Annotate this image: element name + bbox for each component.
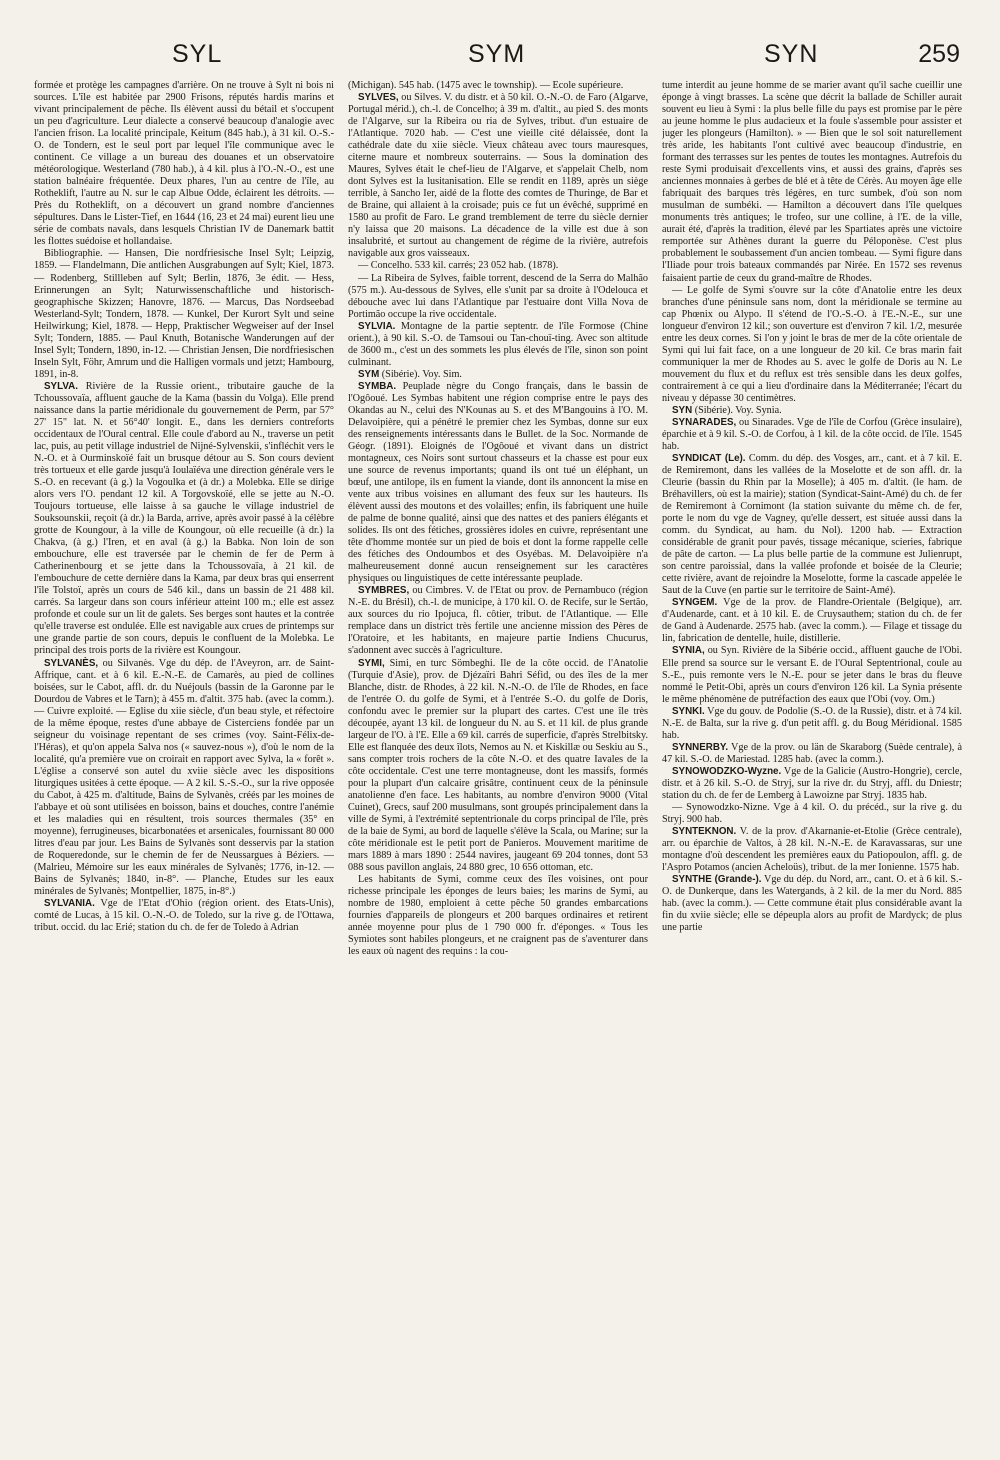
entry-headword: SYNOWODZKO-Wyzne. (672, 765, 782, 777)
entry-headword: SYNDICAT (Le). (672, 452, 746, 464)
dictionary-entry (662, 766, 962, 802)
dictionary-entry (662, 417, 962, 453)
entry-text: Vge du dép. du Nord, arr., cant. O. et à 6 kil. S.-O. de Dunkerque, dans les Watergands, à 2 kil. de la mer du Nord. 885 hab. (avec la comm.). — Cette commune était plus considérable avant la fin du xviie siècle; elle se dépeupla alors au profit de Mardyck; de plus une partie (662, 874, 962, 934)
entry-text: Vge de l'Etat d'Ohio (région orient. des Etats-Unis), comté de Lucas, à 15 kil. O.-N.-O. de Toledo, sur la rive g. de l'Ottawa, tribut. occid. du lac Erié; station du ch. de fer de Toledo à Adrian (34, 898, 334, 934)
dictionary-entry (662, 802, 962, 826)
entry-text: Vge de la Galicie (Austro-Hongrie), cercle, distr. et à 26 kil. S.-O. de Stryj, sur la rive dr. du Stryj, affl. du Dniestr; station du ch. de fer de Lemberg à Lawoizne par Stryj. 1835 hab. (662, 765, 962, 801)
running-head-right: SYN (764, 40, 819, 68)
entry-headword: SYNGEM. (672, 597, 718, 609)
dictionary-entry (662, 645, 962, 705)
entry-text: Vge du gouv. de Podolie (S.-O. de la Russie), distr. et à 74 kil. N.-E. de Balta, sur la rive g. d'un petit affl. g. du Boug Méridional. 1585 hab. (662, 705, 962, 741)
dictionary-entry (348, 260, 648, 272)
entry-headword: SYLVES, (358, 92, 399, 104)
dictionary-entry (34, 381, 334, 658)
entry-text: V. de la prov. d'Akarnanie-et-Etolie (Grèce centrale), arr. ou éparchie de Valtos, à 28 kil. N.-N.-E. de Karavassaras, sur une montagne d'où descendent les premières eaux du Patiopoulon, affl. g. de l'Aspro Potamos (ancien Acheloüs), tribut. de la mer Ionienne. 1575 hab. (662, 825, 962, 874)
page-number: 259 (918, 40, 960, 68)
entry-headword: SYMBA. (358, 380, 397, 392)
dictionary-entry (348, 273, 648, 321)
entry-text: ou Cimbres. V. de l'Etat ou prov. de Pernambuco (région N.-E. du Brésil), ch.-l. de municipe, à 170 kil. O. de Recife, sur le Sertão, aux sources du rio Ipojuca, fl. côtier, tribut. de l'Atlantique. — Elle remplace dans un district très fertile une ancienne mission des Pères de l'Oratoire, et les habitants, en majeure partie Indiens Chucurus, s'adonnent avec succès à l'agriculture. (348, 585, 648, 657)
entry-text: Les habitants de Symi, comme ceux des îles voisines, ont pour richesse principale les éponges de leurs baies; les marins de Symi, au nombre de 1980, emploient à cette pêche 50 grandes embarcations fournies d'appareils de plongeurs et 200 barques ordinaires et retirent année moyenne pour plus de 1 790 000 fr. d'éponges. « Tous les Symiotes sont habiles plongeurs, et ne craignent pas de s'aventurer dans les eaux où nagent des requins : la cou- (348, 874, 648, 958)
entry-text: — Concelho. 533 kil. carrés; 23 052 hab. (1878). (358, 260, 559, 272)
entry-headword: SYNNERBY. (672, 741, 729, 753)
dictionary-entry (662, 285, 962, 405)
entry-text: ou Silves. V. du distr. et à 50 kil. O.-N.-O. de Faro (Algarve, Portugal mérid.), ch.-l. de Concelho; à 39 m. d'altit., au pied S. des monts de l'Algarve, sur la Ribeira ou ria de Sylves, tribut. d'un estuaire de l'Atlantique. 7020 hab. — C'est une vieille cité délaissée, dont la cathédrale date du xiie siècle. Vieux château avec tours mauresques, citerne maure et nombreux souterrains. — Sous la domination des Maures, Sylves était le chef-lieu de l'Algarve, et s'appelait Chelb, nom dont Sylves est la lusitanisation. Elle se rendit en 1189, après un siège terrible, à Sancho Ier, aidé de la flotte des comtes de Thuringe, de Bar et de Braine, qui allaient à la croisade; puis ce fut un évêché, supprimé en 1580 au profit de Faro. Le grand tremblement de terre du siècle dernier n'y laissa que 20 maisons. La décadence de la ville est due à son insalubrité, et surtout au changement de régime de la rivière, autrefois navigable aux gros vaisseaux. (348, 92, 648, 260)
dictionary-entry (34, 80, 334, 248)
column-1 (34, 80, 334, 1425)
entry-text: Bibliographie. — Hansen, Die nordfriesische Insel Sylt; Leipzig, 1859. — Flandelmann, Die antlichen Ausgrabungen auf Sylt; Kiel, 1873. — Rodenberg, Stillleben auf Sylt; Berlin, 1876, 3e édit. — Hess, Erinnerungen an Sylt; Naturwissenschaftliche und historisch-geographische Skizzen; Hanovre, 1876. — Marcus, Das Nordseebad Westerland-Sylt; Tondern, 1878. — Kunkel, Der Kurort Sylt und seine Heilwirkung; Kiel, 1878. — Hepp, Praktischer Wegweiser auf der Insel Sylt; Tondern, 1885. — Paul Knuth, Botanische Wanderungen auf der Insel Sylt; Tondern, 1890, in-12. — Christian Jensen, Die nordfriesischen Inseln Sylt, Föhr, Amrum und die Halligen vormals und jetzt; Hambourg, 1891, in-8. (34, 248, 334, 380)
entry-text: Simi, en turc Sömbeghi. Ile de la côte occid. de l'Anatolie (Turquie d'Asie), prov. de Djézaïri Bahri Séfid, ou des îles de la mer Blanche, distr. de Rhodes, à 22 kil. N.-N.-O. de l'île de Rhodes, en face de l'entrée O. du golfe de Symi, et à l'entrée S.-O. du golfe de Doris, confondu avec le premier sur la plupart des cartes. C'est une île très découpée, ayant 13 kil. de longueur du N. au S. et 11 kil. de plus grande largeur de l'O. à l'E. Elle a 69 kil. carrés de superficie, d'après Strelbitsky. Elle est flanquée des deux îlots, Nemos au N. et Kiskillæ ou Seskiu au S., sans compter trois rochers de la côte N.-O. et des quatre Iavales de la côte occidentale. C'est une terre montagneuse, dont les massifs, formés pour la plupart d'un calcaire grisâtre, continuent ceux de la péninsule anatolienne d'en face. Les habitants, au nombre d'environ 9000 (Vital Cuinet), Grecs, sauf 200 musulmans, sont groupés principalement dans la ville de Symi, à l'extrémité septentrionale du corps principal de l'île, près de la baie de Symi, au bord de laquelle s'élève la Scala, ou Marine; sur la côte méridionale est le petit port de Panieros. Mouvement maritime de mars 1889 à mars 1890 : 2544 navires, jaugeant 69 204 tonnes, dont 53 088 sous pavillon anglais, 24 880 grec, 10 656 ottoman, etc. (348, 657, 648, 874)
text-columns (34, 80, 962, 1425)
dictionary-entry (348, 658, 648, 875)
entry-text: Vge de la prov. de Flandre-Orientale (Belgique), arr. d'Audenarde, cant. et à 10 kil. E. de Cruysauthem; station du ch. de fer de Gand à Audenarde. 2575 hab. (avec la comm.). — Filage et tissage du lin, fabrication de dentelle, huile, distillerie. (662, 597, 962, 645)
entry-headword: SYM (358, 368, 380, 380)
entry-text: (Sibérie). Voy. Synia. (694, 404, 782, 416)
dictionary-entry (662, 706, 962, 742)
entry-text: Vge de la prov. ou län de Skaraborg (Suède centrale), à 47 kil. S.-O. de Mariestad. 1285 hab. (avec la comm.). (662, 741, 962, 765)
dictionary-entry (348, 369, 648, 381)
entry-text: — Le golfe de Symi s'ouvre sur la côte d'Anatolie entre les deux branches d'une péninsule sans nom, dont la méridionale se termine au cap Phœnix ou Alypo. Il s'étend de l'O.-S.-O. à l'E.-N.-E., sur une longueur d'environ 12 kil.; son ouverture est d'environ 7 kil. 1/2, mesurée entre les deux cornes. Si l'on y joint le bras de mer de la côte orientale de Symi qui lui fait face, on a une longueur de 20 kil. Ce bras marin fait communiquer la mer de Rhodes au S. avec le golfe de Doris au N. Le mouvement du flux et du reflux est très sensible dans les deux golfes, contrairement à ce qui a lieu d'ordinaire dans la Méditerranée; l'écart du niveau y dépasse 30 centimètres. (662, 284, 962, 404)
entry-headword: SYMBRES, (358, 585, 410, 597)
entry-text: Comm. du dép. des Vosges, arr., cant. et à 7 kil. E. de Remiremont, dans les vallées de la Moselotte et de son affl. dr. la Cleurie (bassin du Rhin par la Moselle); à 405 m. d'altit. (le ham. de Bréhavillers, où est la mairie); station (Syndicat-Saint-Amé) du ch. de fer de Remiremont à Cornimont (la station suivante du même ch. de fer, porte le nom du vge de Vagney, qu'elle dessert, est située aussi dans la comm. du Syndicat, au ham. du Nol). 1200 hab. — Extraction considérable de granit pour pavés, tissage mécanique, scieries, fabrique de pâte de carton. — La plus belle partie de la commune est Julienrupt, son centre paroissial, dans la vallée profonde et boisée de la Cleurie; cette rivière, avant de rejoindre la Moselotte, forme la cascade appelée le Saut de la Cuve (en partie sur le territoire de Saint-Amé). (662, 452, 962, 597)
dictionary-entry (662, 874, 962, 934)
entry-text: — Synowodzko-Nizne. Vge à 4 kil. O. du précéd., sur la rive g. du Stryj. 900 hab. (662, 801, 962, 825)
dictionary-entry (662, 405, 962, 417)
entry-text: ou Sinarades. Vge de l'île de Corfou (Grèce insulaire), éparchie et à 9 kil. S.-O. de Corfou, à 1 kil. de la côte occid. de l'île. 1545 hab. (662, 416, 962, 452)
dictionary-entry (34, 658, 334, 899)
entry-text: (Michigan). 545 hab. (1475 avec le township). — Ecole supérieure. (348, 80, 624, 91)
dictionary-entry (348, 321, 648, 369)
entry-headword: SYNARADES, (672, 416, 737, 428)
entry-text: tume interdit au jeune homme de se marier avant qu'il sache cueillir une éponge à vingt brasses. La scène que décrit la ballade de Schiller aurait souvent eu lieu à Symi : la plus belle fille du pays est promise par le père au jeune homme le plus audacieux et la foule s'assemble pour assister et juger les plongeurs (Hamilton). » — Bien que le sol soit naturellement très aride, les habitants l'ont cultivé avec beaucoup d'industrie, en formant des terrasses sur les pentes de toutes les montagnes. Autrefois du reste Symi produisait d'excellents vins, et aussi des grains, d'après ses anciennes monnaies à gerbes de blé et à tête de Cérès. Au moyen âge elle fabriquait des barques très légères, en turc sumbek, d'où son nom musulman de sumbéki. — Hamilton a découvert dans l'île quelques monuments très antiques; le trofeo, sur une colline, à l'E. de la ville, aurait été, d'après la tradition, élevé par les Spartiates après une victoire remportée sur Athènes durant la guerre du Péloponèse. C'est plus probablement le soubassement d'un ancien tombeau. — Symi figure dans l'Iliade pour trois bateaux commandés par Nirée. En 1572 ses revenus faisaient partie de ceux du grand-maître de Rhodes. (662, 80, 962, 284)
dictionary-entry (348, 80, 648, 92)
entry-headword: SYNTHE (Grande-). (672, 874, 762, 886)
dictionary-entry (348, 874, 648, 958)
entry-text: Rivière de la Russie orient., tributaire gauche de la Tchoussovaïa, affluent gauche de la Kama (bassin du Volga). Elle prend naissance dans la partie méridionale du gouvernement de Perm, par 57° 27' 15" lat. N. et 56°40' longit. E., dans les derniers contreforts occidentaux de l'Oural central. Elle coule d'abord au N., traverse un petit lac, puis, au petit village industriel de Nijné-Sylvenskii, s'infléchit vers le N.-O. et à Ourminskoïé fait un brusque détour au S. Son cours devient très tortueux et elle garde jusqu'à Ioulaïéva une direction générale vers le S.-O. en recevant (à g.) la Vogoulka et (à dr.) a Molebka. Elle se dirige alors vers l'O. pendant 12 kil. A Torgovskoïé, elle se jette au N.-O. Toujours tortueuse, elle laisse à sa gauche le village industriel de Souksounskii, reçoit (à dr.) la Barda, arrive, après avoir passé à la célèbre grotte de Koungour, à la ville de Koungour, où elle recueille (à dr.) la Chakva, (à g.) l'Iren, et en aval (à g.) la Babka. Non loin de son embouchure, elle est traversée par le chemin de fer de Perm à Catherinenbourg et se jette dans la Tchoussovaïa, à 21 kil. de l'embouchure de cette dernière dans la Kama, par deux bras qui enserrent l'île Tolstoï, après un cours de 546 kil., dans un bassin de 21 488 kil. carrés. Sa largeur dans son cours inférieur atteint 100 m.; elle est assez profonde et coule sur un lit de galets. Ses berges sont hautes et la contrée qu'elle traverse est ondulée. Elle est navigable aux crues de printemps sur une grande partie de son cours, depuis le confluent de la Molebka. Le principal des trois ports de la rivière est Koungour. (34, 380, 334, 657)
dictionary-entry (662, 742, 962, 766)
entry-headword: SYLVANÈS, (44, 657, 99, 669)
column-3 (662, 80, 962, 1425)
dictionary-entry (662, 453, 962, 597)
dictionary-entry (34, 898, 334, 934)
entry-text: ou Silvanès. Vge du dép. de l'Aveyron, arr. de Saint-Affrique, cant. et à 6 kil. E.-N.-E. de Camarès, au pied de collines boisées, sur le Cabot, affl. dr. du Nuéjouls (bassin de la Garonne par le Dourdou de Vabres et le Tarn); à 455 m. d'altit. 375 hab. (avec la comm.). — Cuivre exploité. — Eglise du xiie siècle, d'un beau style, et réfectoire de la même époque, restes d'une abbaye de Cisterciens fondée par un seigneur du voisinage repentant de ses crimes (voy. Saint-Félix-de-l'Héras), et qu'on appela Salva nos (« sauvez-nous »), d'où le nom de la localité, qu'a première vue on croirait en rapport avec Sylva, la « forêt ». L'église a conservé son autel du xviie siècle avec les dispositions liturgiques usitées à cette époque. — A 2 kil. S.-S.-O., sur la rive opposée du Cabot, à 425 m. d'altitude, Bains de Sylvanès, créés par les moines de l'abbaye et où sont utilisées en boisson, bains et douches, contre l'anémie et les maladies qui en résultent, trois sources thermales (35° en moyenne), ferrugineuses, bicarbonatées et arsenicales, fournissant 80 000 litres d'eau par jour. Les Bains de Sylvanès sont desservis par la station de Roqueredonde, sur le chemin de fer de Neussargues à Béziers. — (Malrieu, Mémoire sur les eaux minérales de Sylvanès; 1776, in-12. — Bains de Sylvanès; 1840, in-8°. — Planche, Etudes sur les eaux minérales de Sylvanès; Montpellier, 1875, in-8°.) (34, 657, 334, 898)
entry-headword: SYMI, (358, 657, 385, 669)
entry-headword: SYN (672, 404, 693, 416)
entry-headword: SYNKI. (672, 705, 705, 717)
entry-headword: SYLVANIA. (44, 898, 95, 910)
entry-text: ou Syn. Rivière de la Sibérie occid., affluent gauche de l'Obi. Elle prend sa source sur le versant E. de l'Oural Septentrional, coule au S.-E., puis remonte vers le N.-E. pour se jeter dans le bras du fleuve nommé le Petit-Obi, après un cours d'environ 126 kil. La Synia présente le même phénomène de putréfaction des eaux que l'Obi (voy. Om.) (662, 645, 962, 705)
dictionary-entry (662, 597, 962, 645)
entry-headword: SYNIA, (672, 645, 705, 657)
column-2 (348, 80, 648, 1425)
running-head-left: SYL (172, 40, 223, 68)
entry-text: formée et protège les campagnes d'arrière. On ne trouve à Sylt ni bois ni sources. L'île est habitée par 2900 Frisons, réputés hardis marins et vivant principalement de pêche. Ils élèvent aussi du bétail et s'occupent un peu d'agriculture. Leur dialecte a conservé beaucoup d'analogie avec l'ancien frison. La localité principale, Keitum (845 hab.), à 31 kil. O.-S.-O. de Tondern, est le seul port par lequel l'île communique avec le continent. Ce village a un bureau des douanes et un observatoire météorologique. Westerland (780 hab.), à 4 kil. plus à l'O.-N.-O., est une station balnéaire fréquentée. Deux phares, l'un au centre de l'île, au Rotheklift, l'autre au N. sur le cap Albue Odde, éclairent les détroits. — Près du Rotheklift, on a découvert un grand nombre d'anciennes sépultures. Dans le Lister-Tief, en 1644 (16, 23 et 24 mai) eurent lieu une série de combats navals, dans lesquels Christian IV de Danemark battit les flottes suédoise et hollandaise. (34, 80, 334, 248)
dictionary-entry (348, 92, 648, 260)
entry-headword: SYLVA. (44, 380, 78, 392)
dictionary-entry (348, 585, 648, 657)
entry-text: Montagne de la partie septentr. de l'île Formose (Chine orient.), à 90 kil. S.-O. de Tamsoui ou Tan-chouï-ting. Avec son altitude de 3600 m., c'est un des sommets les plus élevés de l'île, sinon son point culminant. (348, 320, 648, 368)
dictionary-entry (348, 381, 648, 586)
dictionary-entry (34, 248, 334, 380)
dictionary-entry (662, 826, 962, 874)
entry-headword: SYNTEKNON. (672, 825, 737, 837)
entry-text: Peuplade nègre du Congo français, dans le bassin de l'Ogôoué. Les Symbas habitent une région comprise entre le pays des Okandas au N., celui des N'Kounas au S. et des M'Bangouins à l'O. M. Delavoipière, qui a pénétré le premier chez les Symbas, donne sur eux des renseignements intéressants dans le Bullet. de la Soc. Normande de Géogr. (1891). Eloignés de l'Ogôoué et vivant dans un district montagneux, ces Noirs sont surtout chasseurs et la chasse est pour eux une source de revenus importants; quand ils ont tué un éléphant, un bœuf, une antilope, ils en fument la viande, dont ils annoncent la mise en vente aux tribus voisines en allumant des feux sur les hauteurs. Ils élèvent aussi des moutons et des volailles; enfin, ils fabriquent une huile de palme de bonne qualité, ainsi que des nattes et des paniers élégants et solides. Ils ont des fétiches, grossières idoles en cuivre, représentant une tête d'homme montée sur un pied de bois et dont la forme rappelle celle des fétiches des Ondoumbos et des Osyébas. M. Delavoipière n'a malheureusement donné aucun renseignement sur les caractères physiques ou linguistiques de cette intéressante peuplade. (348, 380, 648, 585)
entry-text: (Sibérie). Voy. Sim. (381, 368, 462, 380)
entry-text: — La Ribeira de Sylves, faible torrent, descend de la Serra do Malhão (575 m.). Au-dessous de Sylves, elle s'unit par sa droite à l'Odelouca et débouche avec lui dans l'Atlantique par l'estuaire dont Villa Nova de Portimão occupe la rive occidentale. (348, 272, 648, 320)
page-header (0, 40, 1000, 80)
dictionary-entry (662, 80, 962, 285)
running-head-center: SYM (468, 40, 526, 68)
entry-headword: SYLVIA. (358, 320, 396, 332)
